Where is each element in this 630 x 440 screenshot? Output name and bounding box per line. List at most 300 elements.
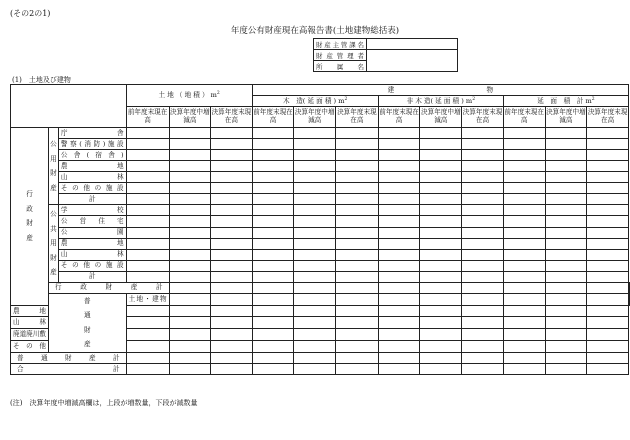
data-cell[interactable]	[252, 305, 294, 317]
data-cell[interactable]	[294, 172, 336, 183]
data-cell[interactable]	[587, 205, 629, 216]
data-cell[interactable]	[587, 216, 629, 227]
data-cell[interactable]	[378, 282, 420, 293]
category-gyosei	[11, 128, 49, 306]
data-cell[interactable]	[587, 340, 629, 352]
data-cell[interactable]	[126, 128, 169, 139]
data-cell[interactable]	[378, 194, 420, 205]
data-cell[interactable]	[336, 305, 379, 317]
data-cell[interactable]	[587, 293, 629, 305]
subtotal-label: 計	[58, 194, 126, 205]
unit-superscript: 2	[591, 96, 595, 102]
info-box	[313, 38, 458, 72]
data-cell[interactable]	[587, 249, 629, 260]
data-cell[interactable]	[169, 139, 211, 150]
category-char: 公	[50, 210, 57, 219]
data-cell[interactable]	[294, 128, 336, 139]
data-cell[interactable]	[462, 161, 504, 172]
data-cell[interactable]	[378, 271, 420, 282]
data-cell[interactable]	[378, 329, 420, 341]
data-cell[interactable]	[169, 227, 211, 238]
data-cell[interactable]	[336, 238, 379, 249]
data-cell[interactable]	[462, 128, 504, 139]
data-cell[interactable]	[462, 282, 504, 293]
data-cell[interactable]	[503, 194, 545, 205]
data-cell[interactable]	[420, 271, 462, 282]
data-cell[interactable]	[503, 340, 545, 352]
data-cell[interactable]	[126, 352, 169, 363]
data-cell[interactable]	[336, 216, 379, 227]
data-cell[interactable]	[503, 317, 545, 329]
info-value-field[interactable]	[367, 50, 458, 72]
data-cell[interactable]	[503, 161, 545, 172]
data-cell[interactable]	[294, 216, 336, 227]
row-label: 廃道廃川敷	[11, 329, 49, 341]
data-cell[interactable]	[336, 172, 379, 183]
data-cell[interactable]	[126, 363, 169, 374]
data-cell[interactable]	[545, 194, 587, 205]
data-cell[interactable]	[252, 293, 294, 305]
data-cell[interactable]	[169, 352, 211, 363]
data-cell[interactable]	[336, 183, 379, 194]
data-cell[interactable]	[378, 216, 420, 227]
data-cell[interactable]	[294, 352, 336, 363]
data-cell[interactable]	[462, 305, 504, 317]
data-cell[interactable]	[169, 216, 211, 227]
data-cell[interactable]	[211, 183, 253, 194]
data-cell[interactable]	[462, 216, 504, 227]
data-cell[interactable]	[420, 340, 462, 352]
data-cell[interactable]	[503, 205, 545, 216]
data-cell[interactable]	[126, 249, 169, 260]
data-cell[interactable]	[169, 282, 211, 293]
data-cell[interactable]	[545, 363, 587, 374]
data-cell[interactable]	[420, 293, 462, 305]
data-cell[interactable]	[420, 352, 462, 363]
data-cell[interactable]	[545, 183, 587, 194]
data-cell[interactable]	[378, 363, 420, 374]
data-cell[interactable]	[420, 172, 462, 183]
data-cell[interactable]	[126, 139, 169, 150]
data-cell[interactable]	[126, 227, 169, 238]
data-cell[interactable]	[462, 363, 504, 374]
unit-label: m	[465, 96, 473, 105]
data-cell[interactable]	[169, 172, 211, 183]
data-cell[interactable]	[378, 260, 420, 271]
data-cell[interactable]	[462, 194, 504, 205]
category-char: 用	[50, 154, 57, 163]
data-cell[interactable]	[462, 317, 504, 329]
data-cell[interactable]	[252, 216, 294, 227]
data-cell[interactable]	[587, 363, 629, 374]
data-cell[interactable]	[545, 161, 587, 172]
data-cell[interactable]	[503, 363, 545, 374]
data-cell[interactable]	[587, 260, 629, 271]
data-cell[interactable]	[587, 139, 629, 150]
data-cell[interactable]	[545, 282, 587, 293]
data-cell[interactable]	[545, 139, 587, 150]
data-cell[interactable]	[336, 271, 379, 282]
data-cell[interactable]	[126, 329, 169, 341]
data-cell[interactable]	[211, 249, 253, 260]
data-cell[interactable]	[420, 216, 462, 227]
data-cell[interactable]	[462, 238, 504, 249]
data-cell[interactable]	[503, 183, 545, 194]
data-cell[interactable]	[211, 282, 253, 293]
gyosei-total-label: 行 政 財 産 計	[48, 282, 169, 293]
data-cell[interactable]	[211, 340, 253, 352]
data-cell[interactable]	[336, 139, 379, 150]
data-cell[interactable]	[545, 329, 587, 341]
data-cell[interactable]	[211, 216, 253, 227]
category-char: 普	[84, 296, 91, 305]
data-cell[interactable]	[545, 293, 587, 305]
data-cell[interactable]	[378, 238, 420, 249]
column-header: 決算年度中増減高	[294, 107, 336, 128]
data-cell[interactable]	[126, 150, 169, 161]
data-cell[interactable]	[462, 293, 504, 305]
data-cell[interactable]	[378, 183, 420, 194]
category-char: 財	[26, 219, 33, 228]
data-cell[interactable]	[545, 227, 587, 238]
data-cell[interactable]	[336, 363, 379, 374]
data-cell[interactable]	[462, 183, 504, 194]
report-title: 年度公有財産現在高報告書(土地建物総括表)	[230, 26, 400, 36]
data-cell[interactable]	[545, 249, 587, 260]
data-cell[interactable]	[503, 352, 545, 363]
data-cell[interactable]	[126, 305, 169, 317]
data-cell[interactable]	[587, 305, 629, 317]
data-cell[interactable]	[169, 183, 211, 194]
data-cell[interactable]	[294, 161, 336, 172]
data-cell[interactable]	[252, 282, 294, 293]
data-cell[interactable]	[294, 282, 336, 293]
data-cell[interactable]	[462, 172, 504, 183]
row-label: 公園	[58, 227, 126, 238]
data-cell[interactable]	[587, 352, 629, 363]
data-cell[interactable]	[503, 216, 545, 227]
category-char: 産	[26, 233, 33, 242]
data-cell[interactable]	[211, 271, 253, 282]
data-cell[interactable]	[503, 227, 545, 238]
data-cell[interactable]	[336, 161, 379, 172]
data-cell[interactable]	[420, 249, 462, 260]
category-char: 行	[26, 190, 33, 199]
data-cell[interactable]	[294, 260, 336, 271]
data-cell[interactable]	[294, 293, 336, 305]
category-char: 通	[84, 311, 91, 320]
data-cell[interactable]	[252, 227, 294, 238]
data-cell[interactable]	[545, 305, 587, 317]
data-cell[interactable]	[252, 249, 294, 260]
data-cell[interactable]	[420, 305, 462, 317]
data-cell[interactable]	[336, 128, 379, 139]
column-header: 前年度末現在高	[503, 107, 545, 128]
data-cell[interactable]	[378, 293, 420, 305]
data-cell[interactable]	[587, 227, 629, 238]
data-cell[interactable]	[420, 260, 462, 271]
info-value-field[interactable]	[367, 39, 458, 50]
data-cell[interactable]	[587, 271, 629, 282]
unit-superscript: 2	[344, 96, 348, 102]
data-cell[interactable]	[378, 249, 420, 260]
data-cell[interactable]	[294, 249, 336, 260]
data-cell[interactable]	[336, 282, 379, 293]
header-text: 土 地 （ 地 積 ）	[158, 91, 209, 100]
data-cell[interactable]	[211, 260, 253, 271]
data-cell[interactable]	[545, 205, 587, 216]
data-cell[interactable]	[545, 238, 587, 249]
data-cell[interactable]	[252, 238, 294, 249]
data-cell[interactable]	[294, 317, 336, 329]
data-cell[interactable]	[545, 128, 587, 139]
data-cell[interactable]	[169, 128, 211, 139]
data-cell[interactable]	[587, 172, 629, 183]
data-cell[interactable]	[336, 194, 379, 205]
data-cell[interactable]	[420, 183, 462, 194]
data-cell[interactable]	[587, 238, 629, 249]
row-label: その他の施設	[58, 260, 126, 271]
data-cell[interactable]	[294, 271, 336, 282]
data-cell[interactable]	[211, 363, 253, 374]
data-cell[interactable]	[211, 227, 253, 238]
data-cell[interactable]	[503, 260, 545, 271]
data-cell[interactable]	[545, 172, 587, 183]
data-cell[interactable]	[211, 172, 253, 183]
data-cell[interactable]	[336, 249, 379, 260]
data-cell[interactable]	[420, 317, 462, 329]
data-cell[interactable]	[545, 260, 587, 271]
data-cell[interactable]	[462, 340, 504, 352]
data-cell[interactable]	[336, 293, 379, 305]
info-label: 財産管理者	[314, 50, 367, 61]
data-cell[interactable]	[169, 363, 211, 374]
data-cell[interactable]	[126, 340, 169, 352]
data-cell[interactable]	[211, 352, 253, 363]
data-cell[interactable]	[587, 183, 629, 194]
data-cell[interactable]	[211, 305, 253, 317]
data-cell[interactable]	[126, 216, 169, 227]
data-cell[interactable]	[211, 194, 253, 205]
data-cell[interactable]	[420, 238, 462, 249]
data-cell[interactable]	[462, 271, 504, 282]
data-cell[interactable]	[545, 271, 587, 282]
row-label: 山林	[58, 249, 126, 260]
data-cell[interactable]	[336, 150, 379, 161]
grand-total-right: 計	[113, 364, 120, 373]
data-cell[interactable]	[503, 293, 545, 305]
data-cell[interactable]	[252, 271, 294, 282]
data-cell[interactable]	[378, 139, 420, 150]
data-cell[interactable]	[211, 317, 253, 329]
data-cell[interactable]	[169, 150, 211, 161]
data-cell[interactable]	[252, 128, 294, 139]
data-cell[interactable]	[629, 293, 630, 305]
data-cell[interactable]	[378, 150, 420, 161]
data-cell[interactable]	[587, 194, 629, 205]
data-cell[interactable]	[126, 172, 169, 183]
data-cell[interactable]	[336, 317, 379, 329]
row-label: 山林	[11, 317, 49, 329]
data-cell[interactable]	[294, 139, 336, 150]
data-cell[interactable]	[294, 363, 336, 374]
data-cell[interactable]	[420, 227, 462, 238]
data-cell[interactable]	[503, 139, 545, 150]
data-cell[interactable]	[211, 329, 253, 341]
data-cell[interactable]	[462, 150, 504, 161]
data-cell[interactable]	[252, 205, 294, 216]
data-cell[interactable]	[126, 205, 169, 216]
data-cell[interactable]	[420, 150, 462, 161]
data-cell[interactable]	[378, 161, 420, 172]
unit-label: m	[338, 96, 345, 105]
data-cell[interactable]	[587, 150, 629, 161]
data-cell[interactable]	[420, 139, 462, 150]
category-kokyo	[48, 205, 58, 282]
data-cell[interactable]	[169, 271, 211, 282]
data-cell[interactable]	[545, 340, 587, 352]
data-cell[interactable]	[126, 161, 169, 172]
data-cell[interactable]	[169, 293, 211, 305]
data-cell[interactable]	[503, 249, 545, 260]
data-cell[interactable]	[587, 282, 629, 293]
category-char: 財	[84, 325, 91, 334]
data-cell[interactable]	[336, 352, 379, 363]
data-cell[interactable]	[294, 329, 336, 341]
data-cell[interactable]	[336, 260, 379, 271]
data-cell[interactable]	[294, 150, 336, 161]
data-cell[interactable]	[503, 150, 545, 161]
data-cell[interactable]	[211, 161, 253, 172]
data-cell[interactable]	[587, 161, 629, 172]
data-cell[interactable]	[629, 282, 630, 293]
data-cell[interactable]	[503, 282, 545, 293]
data-cell[interactable]	[252, 194, 294, 205]
data-cell[interactable]	[503, 305, 545, 317]
data-cell[interactable]	[169, 305, 211, 317]
data-cell[interactable]	[252, 161, 294, 172]
data-cell[interactable]	[420, 194, 462, 205]
data-cell[interactable]	[545, 352, 587, 363]
data-cell[interactable]	[336, 329, 379, 341]
data-cell[interactable]	[126, 183, 169, 194]
data-cell[interactable]	[378, 352, 420, 363]
data-cell[interactable]	[378, 305, 420, 317]
data-cell[interactable]	[420, 329, 462, 341]
data-cell[interactable]	[503, 172, 545, 183]
data-cell[interactable]	[378, 205, 420, 216]
data-cell[interactable]	[294, 340, 336, 352]
data-cell[interactable]	[587, 329, 629, 341]
data-cell[interactable]	[126, 194, 169, 205]
data-cell[interactable]	[462, 205, 504, 216]
data-cell[interactable]	[378, 227, 420, 238]
data-cell[interactable]	[462, 227, 504, 238]
data-cell[interactable]	[503, 329, 545, 341]
data-cell[interactable]	[462, 249, 504, 260]
row-label: 土地・建物	[126, 293, 169, 305]
data-cell[interactable]	[169, 249, 211, 260]
data-cell[interactable]	[294, 305, 336, 317]
data-cell[interactable]	[503, 128, 545, 139]
data-cell[interactable]	[252, 260, 294, 271]
data-cell[interactable]	[294, 227, 336, 238]
data-cell[interactable]	[545, 150, 587, 161]
data-cell[interactable]	[126, 317, 169, 329]
data-cell[interactable]	[211, 150, 253, 161]
data-cell[interactable]	[252, 139, 294, 150]
data-cell[interactable]	[252, 340, 294, 352]
data-cell[interactable]	[126, 260, 169, 271]
data-cell[interactable]	[294, 238, 336, 249]
data-cell[interactable]	[252, 363, 294, 374]
data-cell[interactable]	[378, 128, 420, 139]
data-cell[interactable]	[169, 238, 211, 249]
data-cell[interactable]	[545, 317, 587, 329]
data-cell[interactable]	[336, 205, 379, 216]
data-cell[interactable]	[462, 329, 504, 341]
data-cell[interactable]	[587, 317, 629, 329]
data-cell[interactable]	[420, 128, 462, 139]
data-cell[interactable]	[462, 352, 504, 363]
data-cell[interactable]	[169, 194, 211, 205]
data-cell[interactable]	[169, 317, 211, 329]
data-cell[interactable]	[252, 172, 294, 183]
data-cell[interactable]	[378, 317, 420, 329]
data-cell[interactable]	[462, 260, 504, 271]
data-cell[interactable]	[587, 128, 629, 139]
data-cell[interactable]	[211, 139, 253, 150]
data-cell[interactable]	[420, 205, 462, 216]
data-cell[interactable]	[545, 216, 587, 227]
data-cell[interactable]	[294, 205, 336, 216]
data-cell[interactable]	[252, 329, 294, 341]
data-cell[interactable]	[252, 317, 294, 329]
data-cell[interactable]	[503, 271, 545, 282]
data-cell[interactable]	[169, 340, 211, 352]
data-cell[interactable]	[126, 271, 169, 282]
data-cell[interactable]	[420, 282, 462, 293]
data-cell[interactable]	[336, 340, 379, 352]
data-cell[interactable]	[294, 194, 336, 205]
row-label: 庁舎	[58, 128, 126, 139]
data-cell[interactable]	[211, 205, 253, 216]
data-cell[interactable]	[294, 183, 336, 194]
data-cell[interactable]	[211, 238, 253, 249]
data-cell[interactable]	[252, 183, 294, 194]
data-cell[interactable]	[420, 363, 462, 374]
data-cell[interactable]	[378, 340, 420, 352]
data-cell[interactable]	[126, 238, 169, 249]
category-char: 産	[50, 183, 57, 192]
data-cell[interactable]	[252, 150, 294, 161]
data-cell[interactable]	[420, 161, 462, 172]
header-building: 建 物	[252, 85, 628, 96]
data-cell[interactable]	[169, 260, 211, 271]
data-cell[interactable]	[211, 128, 253, 139]
data-cell[interactable]	[503, 238, 545, 249]
data-cell[interactable]	[378, 172, 420, 183]
data-cell[interactable]	[336, 227, 379, 238]
data-cell[interactable]	[169, 329, 211, 341]
info-label: 財産主管課名	[314, 39, 367, 50]
data-cell[interactable]	[169, 205, 211, 216]
data-cell[interactable]	[252, 352, 294, 363]
data-cell[interactable]	[169, 161, 211, 172]
data-cell[interactable]	[462, 139, 504, 150]
data-cell[interactable]	[211, 293, 253, 305]
row-label: その他の施設	[58, 183, 126, 194]
